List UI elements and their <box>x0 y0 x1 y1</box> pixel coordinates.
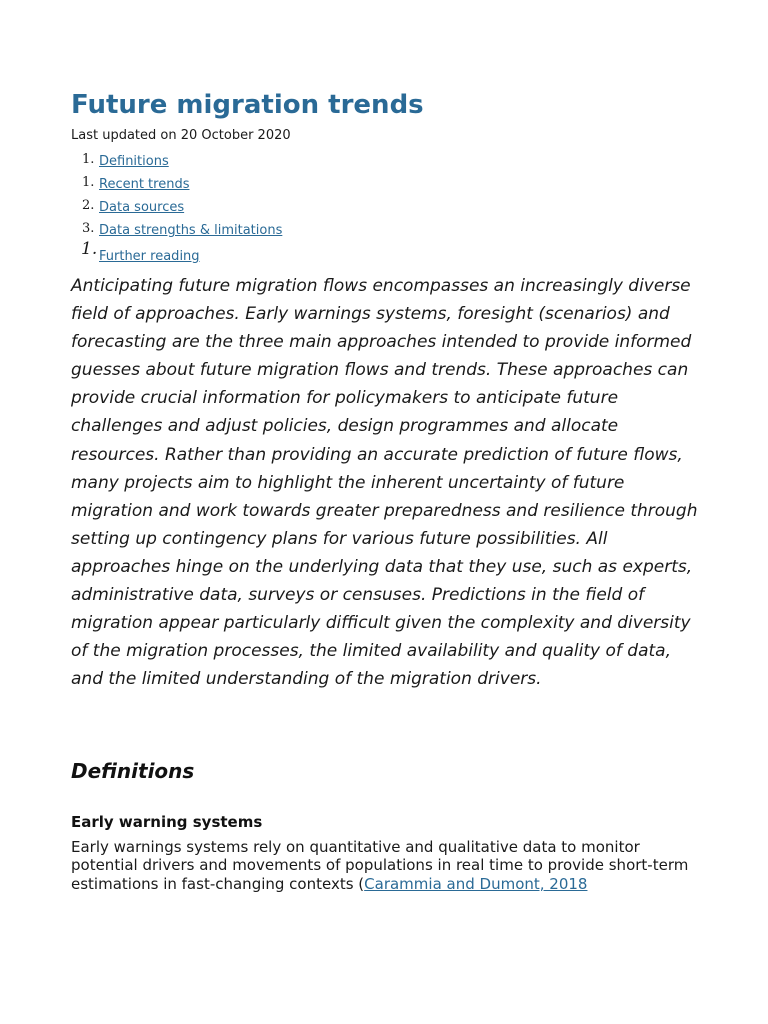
toc-item-further-reading <box>71 239 282 265</box>
table-of-contents <box>71 150 282 265</box>
citation-link[interactable]: Carammia and Dumont, 2018 <box>364 874 588 893</box>
toc-item-definitions <box>71 150 282 173</box>
page-title: Future migration trends <box>71 90 424 120</box>
toc-number: 1. <box>82 152 95 167</box>
definition-text: Early warnings systems rely on quantitative and qualitative data to monitor potential drivers and movements of populations in real time to provide short-term estimations in fast-changing contexts ( <box>71 838 689 893</box>
toc-number: 2. <box>82 198 95 213</box>
subheading-early-warning-systems: Early warning systems <box>71 813 263 831</box>
last-updated-text: Last updated on 20 October 2020 <box>71 128 291 143</box>
toc-item-recent-trends <box>71 173 282 196</box>
toc-link-data-sources[interactable]: Data sources <box>99 200 185 215</box>
toc-number: 3. <box>82 221 95 236</box>
toc-link-recent-trends[interactable]: Recent trends <box>99 177 190 192</box>
toc-number: 1. <box>82 175 95 190</box>
definition-paragraph <box>71 838 701 893</box>
toc-number: 1. <box>81 239 98 259</box>
intro-paragraph: Anticipating future migration flows encompasses an increasingly diverse field of approaches. Early warnings systems, foresight (scenarios) and forecasting are the three main approaches intended to provide informed guesses about future migration flows and trends. These approaches can provide crucial information for policymakers to anticipate future challenges and adjust policies, design programmes and allocate resources. Rather than providing an accurate prediction of future flows, many projects aim to highlight the inherent uncertainty of future migration and work towards greater preparedness and resilience through setting up contingency plans for various future possibilities. All approaches hinge on the underlying data that they use, such as experts, administrative data, surveys or censuses. Predictions in the field of migration appear particularly difficult given the complexity and diversity of the migration processes, the limited availability and quality of data, and the limited understanding of the migration drivers. <box>71 276 698 690</box>
toc-item-data-sources <box>71 196 282 219</box>
toc-link-further-reading[interactable]: Further reading <box>99 249 200 264</box>
toc-item-data-strengths-limitations <box>71 219 282 242</box>
toc-link-definitions[interactable]: Definitions <box>99 154 169 169</box>
toc-link-data-strengths-limitations[interactable]: Data strengths & limitations <box>99 223 283 238</box>
section-heading-definitions: Definitions <box>71 759 195 783</box>
